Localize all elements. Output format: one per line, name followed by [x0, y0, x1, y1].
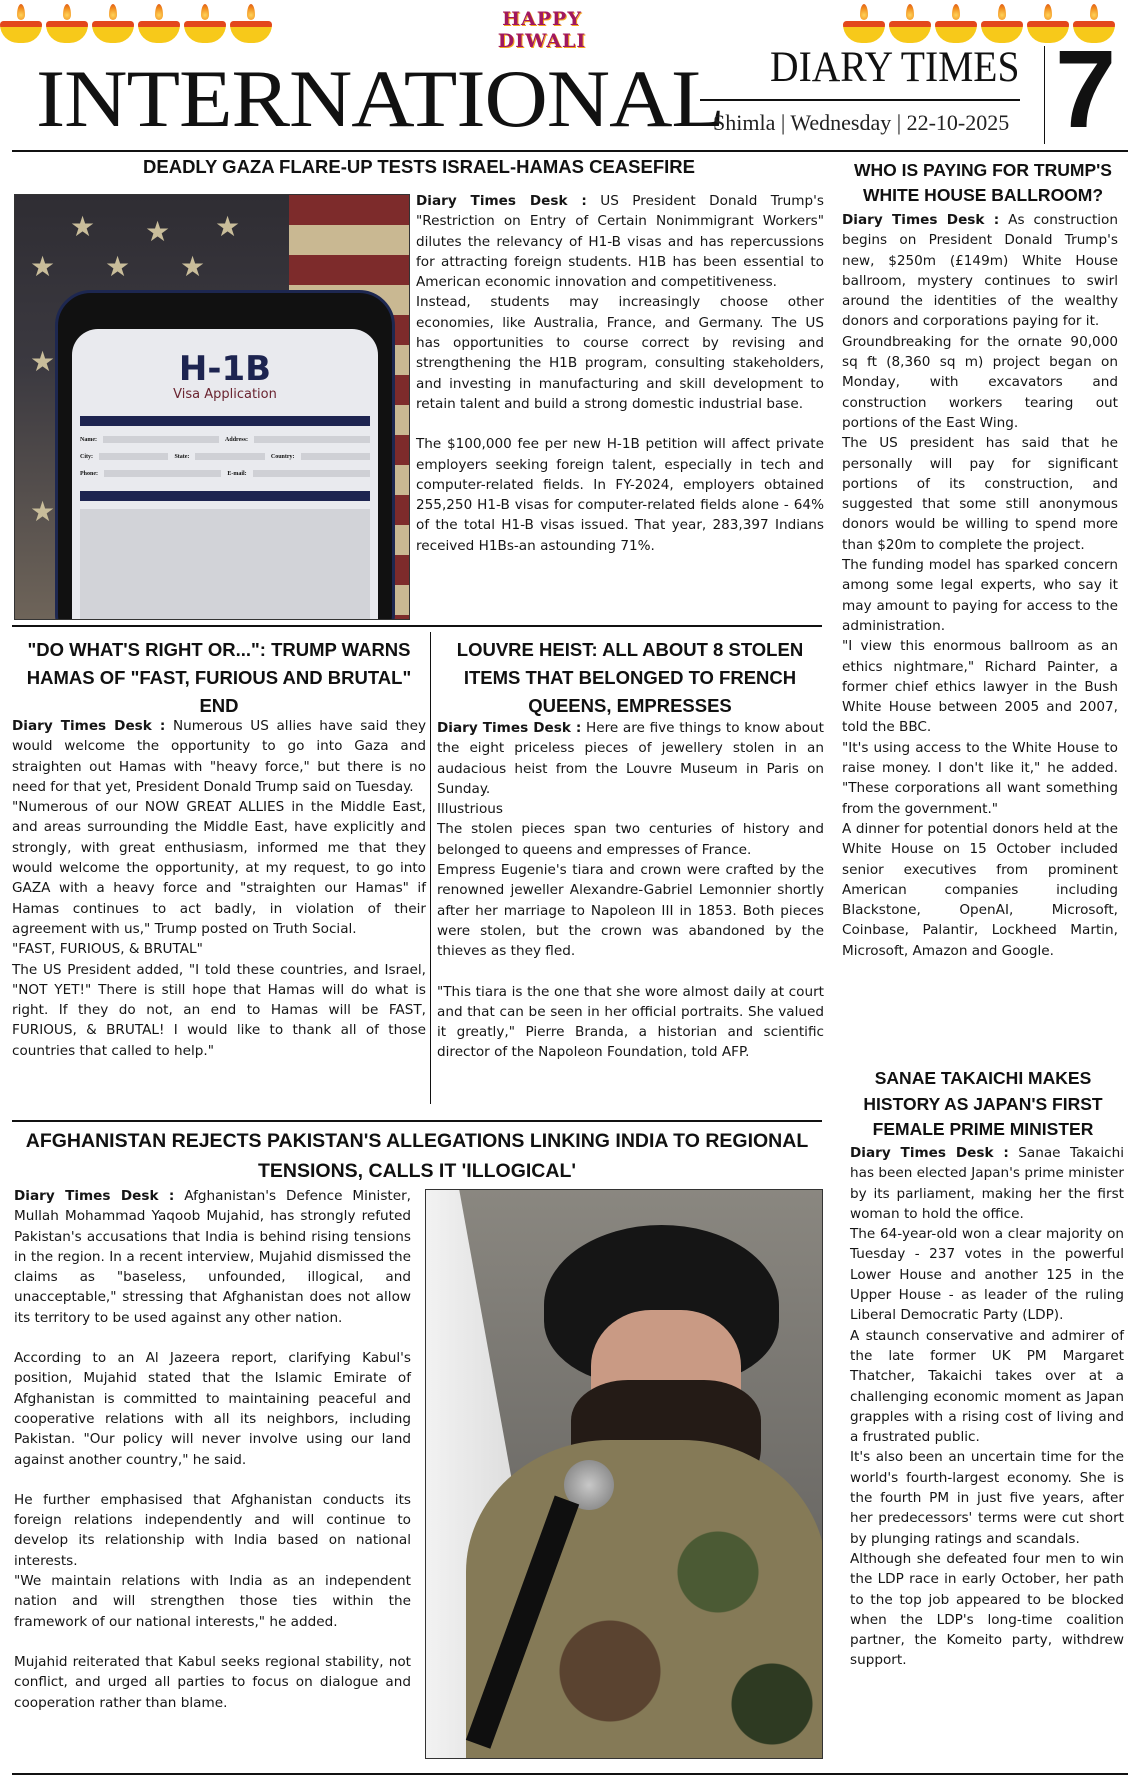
article-paragraph [850, 1326, 1124, 1448]
diya-icon [935, 4, 977, 44]
divider [700, 99, 1020, 101]
article-paragraph [12, 960, 426, 1061]
diya-icon [46, 4, 88, 44]
paragraph-text: Empress Eugenie's tiara and crown were crafted by the renowned jeweller Alexandre-Gabriel Lemonnier shortly after her marriage to Napoleon III in 1853. Both pieces were stolen, but the crown was abandoned by the thieves as they fled. [437, 862, 824, 960]
paragraph-text: "It's using access to the White House to raise money. I don't like it," he added. "These corporations all want something from the government." [842, 739, 1118, 817]
article-paragraph [437, 860, 824, 961]
divider [12, 625, 822, 627]
paragraph-text: Here are five things to know about the eight priceless pieces of jewellery stolen in an audacious heist from the Louvre Museum in Paris on Sunday. [437, 720, 824, 797]
form-label: Address: [225, 436, 248, 443]
festival-line-2: DIWALI [497, 30, 587, 52]
paragraph-text: "We maintain relations with India as an independent nation and will strengthen those ties within the framework of our national interests," he added. [14, 1573, 411, 1630]
paragraph-text: "I view this enormous ballroom as an ethics nightmare," Richard Painter, a former chief ethics lawyer in the Bush White House between 2005 and 2007, told the BBC. [842, 638, 1118, 736]
article-paragraph [14, 1490, 411, 1571]
article-body-trump [12, 716, 426, 1061]
headline-takaichi: SANAE TAKAICHI MAKES HISTORY AS JAPAN'S FIRST FEMALE PRIME MINISTER [863, 1068, 1103, 1139]
paragraph-text: Mujahid reiterated that Kabul seeks regional stability, not conflict, and urged all parties to focus on dialogue and cooperation rather than blame. [14, 1653, 411, 1711]
article-paragraph [842, 819, 1118, 961]
article-paragraph [437, 819, 824, 860]
article-paragraph [842, 210, 1118, 332]
diya-icon [889, 4, 931, 44]
headline-louvre: LOUVRE HEIST: ALL ABOUT 8 STOLEN ITEMS THAT BELONGED TO FRENCH QUEENS, EMPRESSES [456, 639, 804, 716]
article-body-takaichi [850, 1143, 1124, 1671]
article-paragraph [416, 292, 824, 414]
paragraph-text: Sanae Takaichi has been elected Japan's prime minister by its parliament, making her the first woman to hold the office. [850, 1145, 1125, 1222]
article-paragraph [850, 1549, 1124, 1671]
byline-label: Diary Times Desk : [842, 212, 1000, 228]
article-paragraph [416, 191, 824, 292]
bottom-rule [12, 1773, 1128, 1775]
article-paragraph [842, 433, 1118, 555]
paper-name: DIARY TIMES [770, 44, 1020, 91]
article-paragraph [850, 1224, 1124, 1325]
article-body-louvre [437, 718, 824, 1063]
top-rule [12, 150, 1128, 152]
section-title: INTERNATIONAL [36, 53, 724, 144]
article-paragraph [842, 555, 1118, 636]
paragraph-text: The US President added, "I told these countries, and Israel, "NOT YET!" There is still hope that Hamas will do what is right. If they do not, an end to Hamas will be FAST, FURIOUS, & BRUTAL! I would like to thank all of those countries that called to help." [12, 961, 426, 1059]
h1b-visa-photo: ★ ★ ★ ★ ★ ★ ★ ★ H-1B Visa Application Name: Address: City: State: Country: Phone: E-mail: [14, 194, 410, 620]
paragraph-text: The US president has said that he personally will pay for significant portions of its construction, and suggested that some still anonymous donors would be willing to spend more than $20m to complete the project. [842, 435, 1118, 553]
paragraph-text: "FAST, FURIOUS, & BRUTAL" [12, 941, 203, 958]
festival-line-1: HAPPY [502, 8, 582, 30]
form-label: City: [80, 453, 93, 460]
diya-decoration-left [0, 4, 272, 44]
paragraph-text: Numerous US allies have said they would welcome the opportunity to go into Gaza and straighten out Hamas with "heavy force," but there is no need for that yet, President Donald Trump said on Tuesday. [12, 718, 427, 795]
paragraph-text: He further emphasised that Afghanistan conducts its foreign relations independently and will continue to develop its relationship with India based on national interests. [14, 1491, 411, 1569]
paragraph-text: According to an Al Jazeera report, clarifying Kabul's position, Mujahid stated that the Islamic Emirate of Afghanistan is committed to maintaining peaceful and cooperative relations with all its neighbors, including Pakistan. "Our policy will never involve using our land against another country," he said. [14, 1350, 411, 1468]
paragraph-text: "This tiara is the one that she wore almost daily at court and that can be seen in her official portraits. She valued it greatly," Pierre Branda, a historian and scientific director of the Napoleon Foundation, told AFP. [437, 983, 824, 1061]
article-body-afghanistan [14, 1186, 411, 1713]
paragraph-text: Groundbreaking for the ornate 90,000 sq ft (8,360 sq m) project began on Monday, with excavators and construction workers tearing out portions of the East Wing. [842, 333, 1118, 431]
article-paragraph [437, 718, 824, 799]
divider [1044, 46, 1045, 144]
diya-icon [0, 4, 42, 44]
article-paragraph [850, 1143, 1124, 1224]
diya-icon [230, 4, 272, 44]
page-number: 7 [1055, 28, 1117, 151]
paragraph-text: "Numerous of our NOW GREAT ALLIES in the Middle East, and areas surrounding the Middle East, have explicitly and strongly, with great enthusiasm, informed me that they would welcome the opportunity, at my request, to go into GAZA with a heavy force and "straighten our Hamas" if Hamas continues to act badly, in violation of their agreement with us," Trump posted on Truth Social. [12, 799, 426, 937]
form-label: State: [174, 453, 190, 460]
form-label: E-mail: [227, 470, 247, 477]
byline-label: Diary Times Desk : [850, 1145, 1009, 1161]
column-divider [430, 632, 431, 1104]
paragraph-text: As construction begins on President Donald Trump's new, $250m (£149m) White House ballroom, mystery continues to swirl around the identities of the wealthy donors and corporations paying for it. [842, 212, 1118, 330]
article-paragraph [12, 797, 426, 939]
article-paragraph [850, 1447, 1124, 1548]
form-label: Country: [270, 453, 295, 460]
paragraph-text: The stolen pieces span two centuries of history and belonged to queens and empresses of France. [437, 821, 824, 858]
paragraph-text: Afghanistan's Defence Minister, Mullah Mohammad Yaqoob Mujahid, has strongly refuted Pakistan's accusations that India is behind rising tensions in the region. In a recent interview, Mujahid dismissed the claims as "baseless, unfounded, illogical, and unacceptable," stressing that Afghanistan does not allow its territory to be used against any other nation. [14, 1188, 412, 1326]
article-body-ballroom [842, 210, 1118, 961]
dateline: Shimla | Wednesday | 22-10-2025 [713, 110, 1010, 135]
paragraph-text: The 64-year-old won a clear majority on Tuesday - 237 votes in the powerful Lower House and another 125 in the Upper House - as leader of the ruling Liberal Democratic Party (LDP). [850, 1226, 1124, 1324]
paragraph-text: The $100,000 fee per new H-1B petition will affect private employers seeking foreign talent, especially in tech and computer-related fields. In FY-2024, employers obtained 255,250 H1-B visas for computer-related fields alone - 64% of the total H1-B visas issued. That year, 283,397 Indians received H1Bs-an astounding 71%. [416, 436, 824, 554]
paragraph-text: US President Donald Trump's "Restriction on Entry of Certain Nonimmigrant Workers" dilutes the relevancy of H1-B visas and has repercussions for attracting foreign students. H1B has been essential to American economic innovation and competitiveness. [416, 193, 824, 291]
paragraph-text: Illustrious [437, 801, 503, 818]
paragraph-text: It's also been an uncertain time for the world's fourth-largest economy. She is the fourth PM in just five years, after her predecessors' terms were cut short by plunging ratings and scandals. [850, 1449, 1124, 1547]
article-paragraph [14, 1652, 411, 1713]
h1b-photo-subtitle: Visa Application [173, 387, 277, 402]
byline-label: Diary Times Desk : [14, 1188, 175, 1204]
mujahid-photo [425, 1189, 823, 1759]
article-paragraph [12, 716, 426, 797]
article-paragraph [437, 982, 824, 1063]
article-paragraph [14, 1571, 411, 1632]
h1b-photo-title: H-1B [178, 349, 272, 389]
paragraph-text: Instead, students may increasingly choose other economies, like Australia, France, and Germany. The US has opportunities to course correct by revising and strengthening the H1B program, consulting stakeholders, and investing in manufacturing and skill development to retain talent and build a strong domestic industrial base. [416, 294, 824, 412]
headline-gaza: DEADLY GAZA FLARE-UP TESTS ISRAEL-HAMAS CEASEFIRE [143, 156, 695, 177]
diya-icon [92, 4, 134, 44]
divider [12, 1120, 822, 1122]
byline-label: Diary Times Desk : [12, 718, 166, 734]
headline-afghanistan: AFGHANISTAN REJECTS PAKISTAN'S ALLEGATIONS LINKING INDIA TO REGIONAL TENSIONS, CALLS IT 'ILLOGICAL' [25, 1130, 809, 1182]
headline-ballroom: WHO IS PAYING FOR TRUMP'S WHITE HOUSE BALLROOM? [854, 160, 1112, 205]
article-paragraph [14, 1348, 411, 1470]
article-paragraph [437, 799, 824, 819]
paragraph-text: A dinner for potential donors held at the White House on 15 October included senior executives from prominent American companies including Blackstone, OpenAI, Microsoft, Coinbase, Palantir, Lockheed Martin, Microsoft, Amazon and Google. [842, 820, 1118, 959]
article-paragraph [842, 332, 1118, 433]
form-label: Phone: [80, 470, 98, 477]
paragraph-text: A staunch conservative and admirer of the late former UK PM Margaret Thatcher, Takaichi takes over at a challenging economic moment as Japan grapples with a rising cost of living and a frustrated public. [850, 1327, 1124, 1446]
paragraph-text: Although she defeated four men to win the LDP race in early October, her path to the top job appeared to be blocked when the LDP's long-time coalition partner, the Komeito party, withdrew support. [850, 1550, 1124, 1669]
article-paragraph [12, 939, 426, 959]
diya-icon [981, 4, 1023, 44]
diya-icon [843, 4, 885, 44]
article-body-gaza [416, 191, 824, 556]
article-paragraph [14, 1186, 411, 1328]
happy-diwali-badge [493, 8, 591, 52]
byline-label: Diary Times Desk : [416, 193, 587, 209]
byline-label: Diary Times Desk : [437, 720, 582, 736]
article-paragraph [842, 636, 1118, 737]
paragraph-text: The funding model has sparked concern among some legal experts, who say it may amount to paying for access to the administration. [842, 557, 1118, 634]
headline-trump: "DO WHAT'S RIGHT OR...": TRUMP WARNS HAMAS OF "FAST, FURIOUS AND BRUTAL" END [26, 639, 412, 716]
article-paragraph [416, 434, 824, 556]
form-label: Name: [80, 436, 97, 443]
diya-icon [184, 4, 226, 44]
diya-icon [138, 4, 180, 44]
article-paragraph [842, 738, 1118, 819]
